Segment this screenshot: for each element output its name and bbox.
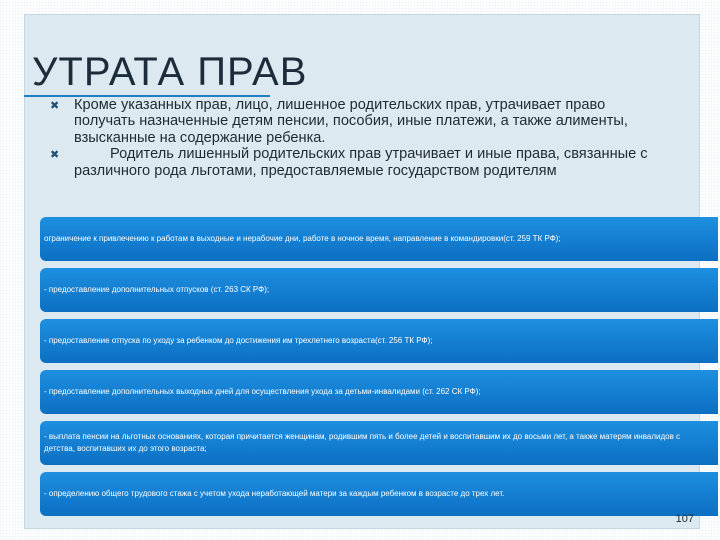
- benefit-box: [40, 319, 718, 363]
- x-marker-icon: ✖: [50, 100, 60, 112]
- slide-title: УТРАТА ПРАВ: [32, 50, 308, 94]
- benefit-text: ограничение к привлечению к работам в выходные и нерабочие дни, работе в ночное время, направление в командировки(ст. 259 ТК РФ);: [44, 234, 561, 243]
- bullet-item: [48, 146, 648, 179]
- benefit-box: [40, 370, 718, 414]
- benefit-text: - предоставление отпуска по уходу за ребенком до достижения им трехлетнего возраста(ст. 256 ТК РФ);: [44, 336, 433, 345]
- page-number: 107: [675, 513, 694, 525]
- benefits-list: [40, 217, 718, 523]
- benefit-box: [40, 472, 718, 516]
- x-marker-icon: ✖: [50, 149, 60, 162]
- bullet-text: Кроме указанных прав, лицо, лишенное родительских прав, утрачивает право получать назначенные детям пенсии, пособия, иные платежи, а также алименты, взысканные на содержание ребенка.: [74, 97, 628, 146]
- benefit-text: - предоставление дополнительных выходных дней для осуществления ухода за детьми-инвалидами (ст. 262 СК РФ);: [44, 387, 481, 396]
- bullet-list: [48, 97, 648, 179]
- bullet-text: Родитель лишенный родительских прав утрачивает и иные права, связанные с различного рода льготами, предоставляемые государством родителям: [74, 146, 648, 179]
- benefit-text: - выплата пенсии на льготных основаниях, которая причитается женщинам, родившим пять и более детей и воспитавшим их до восьми лет, а также матерям инвалидов с детства, воспитавших их до этого возраста;: [44, 432, 681, 453]
- benefit-box: [40, 421, 718, 465]
- benefit-text: - определению общего трудового стажа с учетом ухода неработающей матери за каждым ребенком в возрасте до трех лет.: [44, 489, 505, 498]
- benefit-text: - предоставление дополнительных отпусков (ст. 263 СК РФ);: [44, 285, 270, 294]
- bullet-item: [48, 97, 648, 146]
- benefit-box: [40, 217, 718, 261]
- benefit-box: [40, 268, 718, 312]
